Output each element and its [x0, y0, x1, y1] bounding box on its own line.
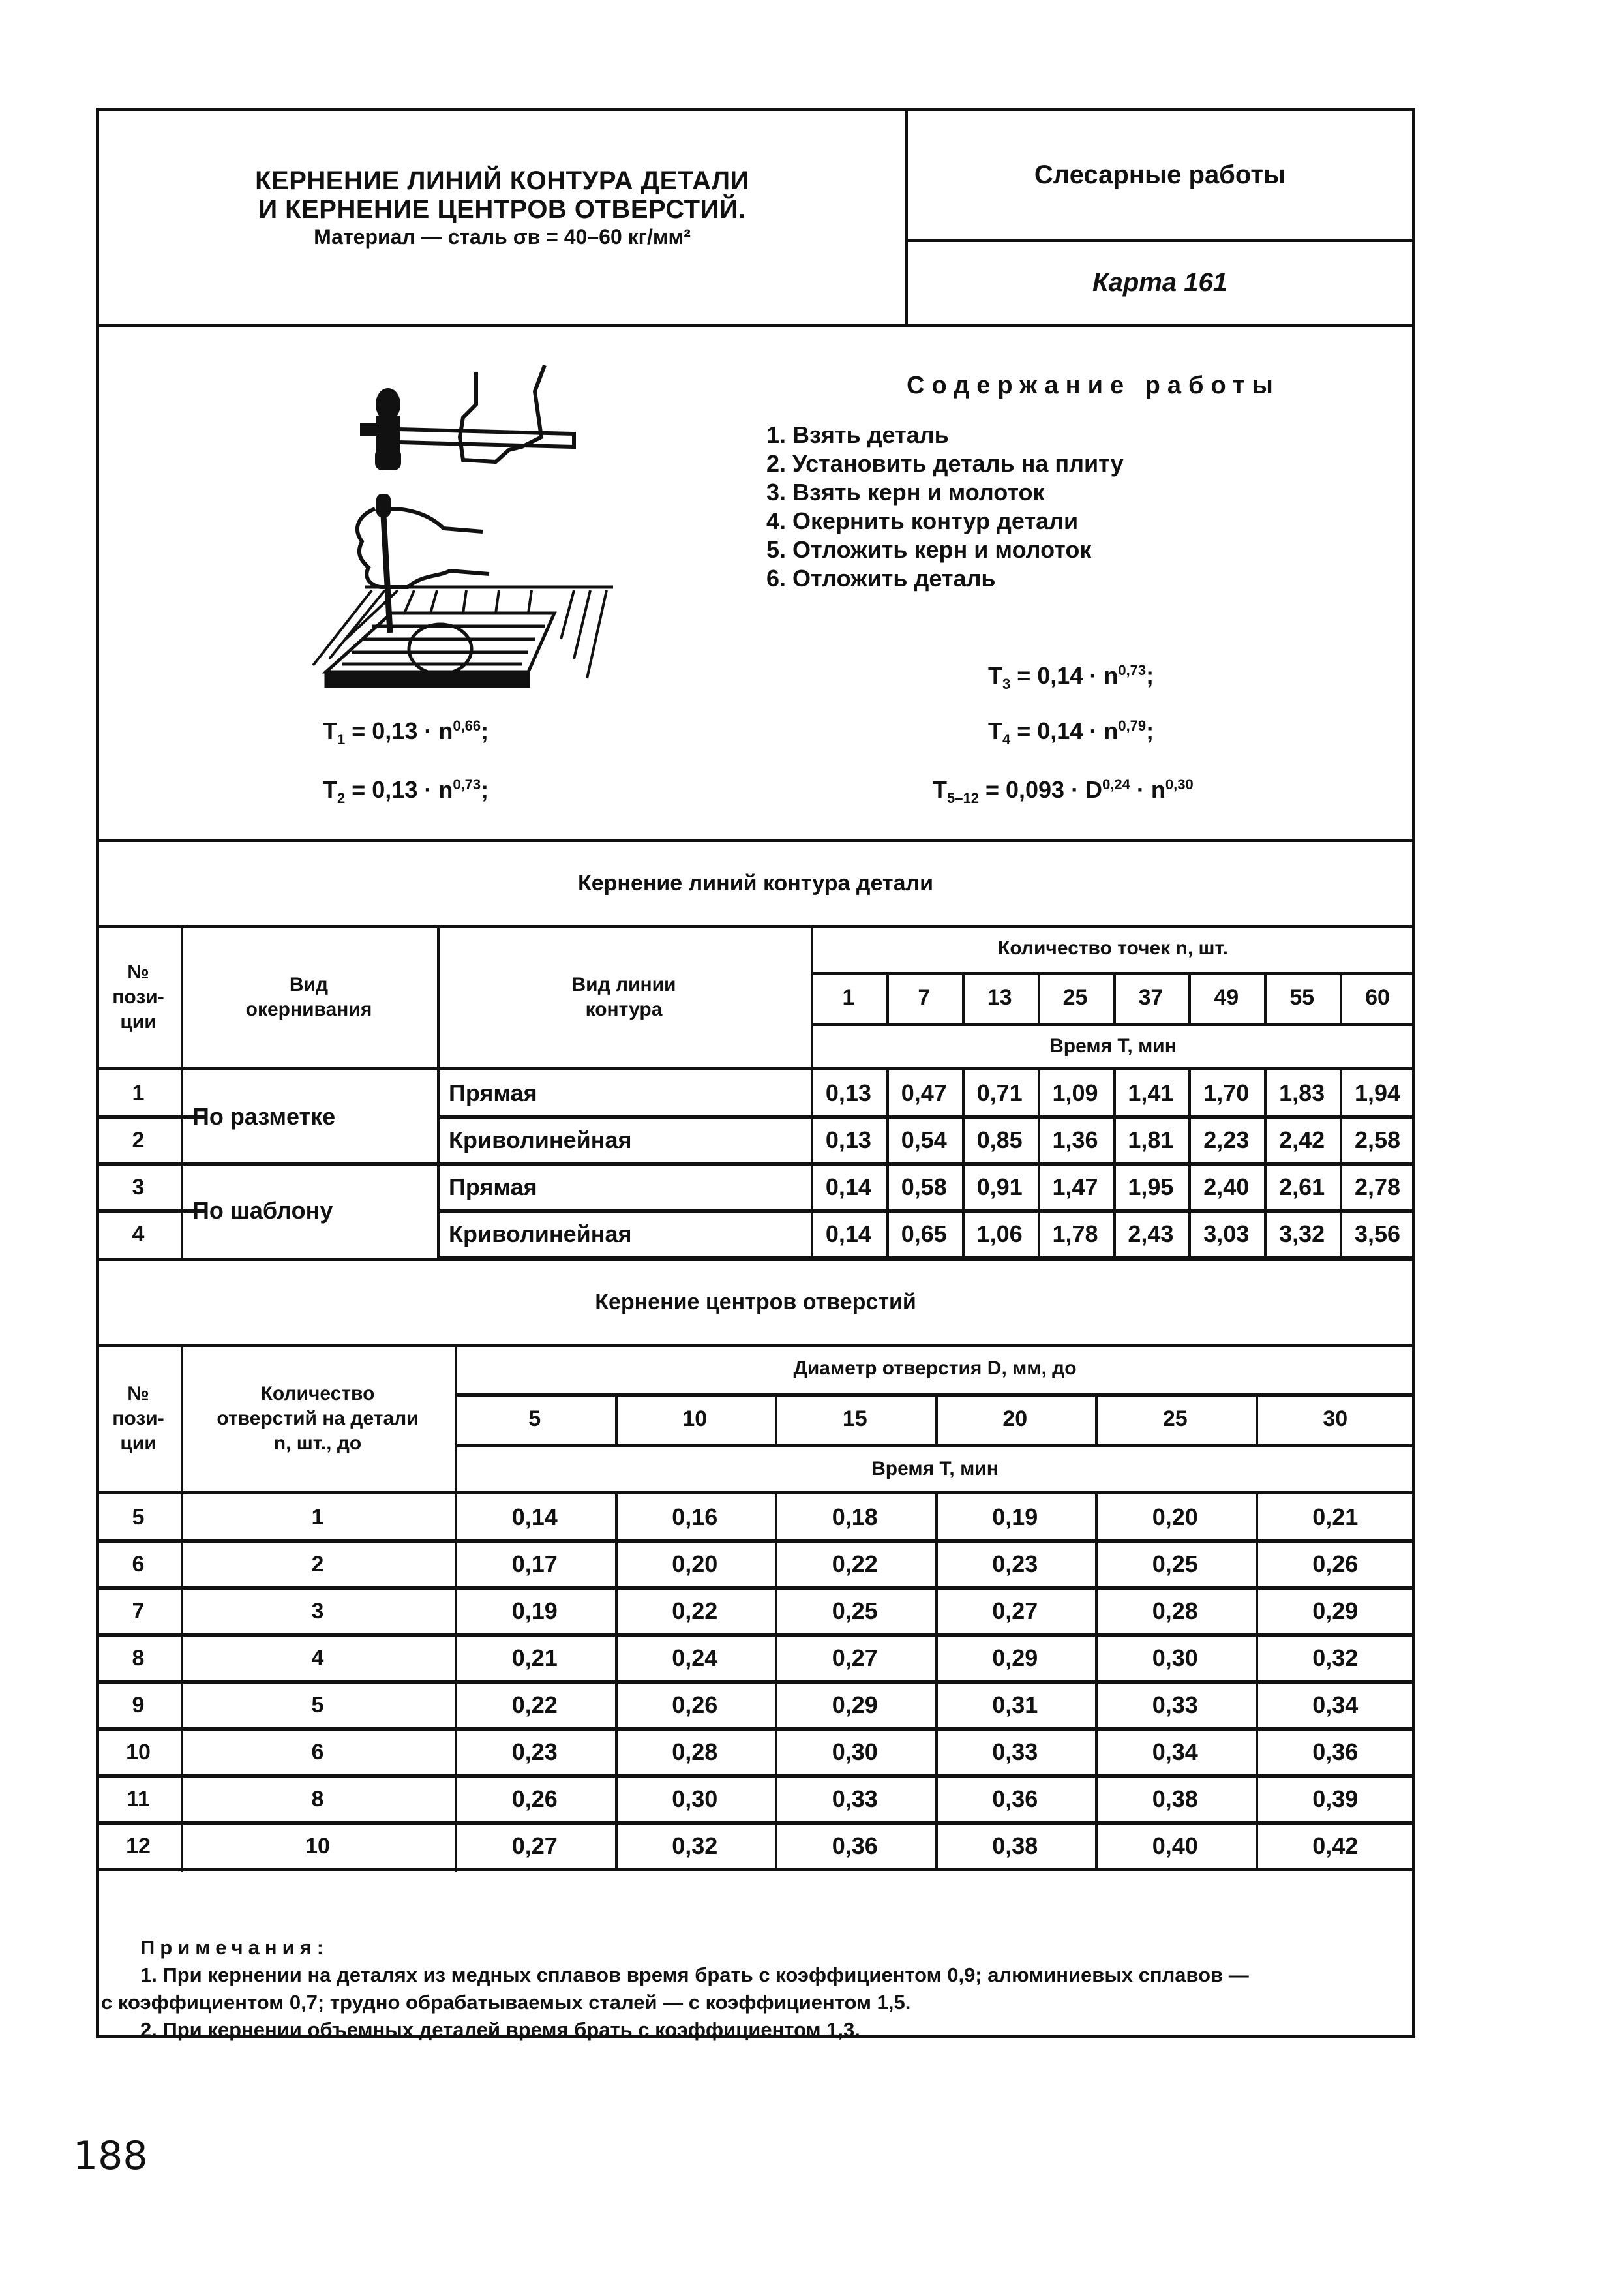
- row-position: 9: [132, 1692, 145, 1718]
- column-group-header-points: Количество точек n, шт.: [998, 937, 1228, 959]
- time-value-cell: 0,91: [976, 1174, 1023, 1200]
- table-column-rule: [1340, 1164, 1342, 1211]
- table-column-rule: [962, 1164, 965, 1211]
- table-column-rule: [1264, 972, 1267, 1023]
- table-column-rule: [1188, 1070, 1191, 1117]
- table-column-rule: [962, 1211, 965, 1258]
- time-value-cell: 1,36: [1052, 1127, 1098, 1153]
- column-header-line-type-line: Вид линии: [571, 974, 676, 995]
- time-value-cell: 1,41: [1128, 1080, 1174, 1106]
- row-hole-count: 1: [311, 1504, 324, 1530]
- time-value-cell: 0,30: [672, 1785, 718, 1812]
- table-column-rule: [1264, 1164, 1267, 1211]
- work-step: 6. Отложить деталь: [766, 565, 996, 592]
- table-column-rule: [886, 1070, 889, 1117]
- time-value-cell: 0,30: [832, 1738, 878, 1765]
- time-value-cell: 0,54: [901, 1127, 947, 1153]
- row-line-type: Прямая: [449, 1174, 537, 1200]
- work-step: 3. Взять керн и молоток: [766, 479, 1045, 506]
- time-value-cell: 0,14: [511, 1504, 558, 1530]
- table-column-rule: [615, 1776, 618, 1823]
- time-value-cell: 0,25: [1152, 1551, 1198, 1577]
- table-column-rule: [775, 1823, 777, 1870]
- time-value-cell: 0,33: [992, 1738, 1038, 1765]
- time-value-cell: 2,42: [1279, 1127, 1325, 1153]
- points-column-header: 7: [918, 984, 931, 1010]
- table-column-rule: [775, 1729, 777, 1776]
- work-step: 5. Отложить керн и молоток: [766, 536, 1092, 563]
- time-value-cell: 0,13: [825, 1080, 871, 1106]
- row-hole-count: 5: [311, 1692, 324, 1718]
- table-column-rule: [886, 1117, 889, 1164]
- diameter-column-header: 10: [682, 1406, 708, 1431]
- table-column-rule: [886, 1211, 889, 1258]
- table-column-rule: [935, 1541, 938, 1588]
- table-column-rule: [1256, 1635, 1258, 1682]
- row-position: 7: [132, 1598, 145, 1624]
- column-header-hole-count-line: Количество: [260, 1383, 375, 1404]
- table-column-rule: [1256, 1588, 1258, 1635]
- table-column-rule: [962, 972, 965, 1023]
- time-value-cell: 0,19: [511, 1598, 558, 1624]
- work-step: 4. Окернить контур детали: [766, 507, 1079, 534]
- column-header-hole-count-line: отверстий на детали: [217, 1408, 419, 1429]
- table-column-rule: [1038, 1211, 1040, 1258]
- work-content-heading: Содержание работы: [907, 372, 1280, 399]
- table-column-rule: [1256, 1393, 1258, 1444]
- table-title: Кернение линий контура детали: [577, 871, 933, 896]
- table-column-rule: [615, 1682, 618, 1729]
- table-column-rule: [775, 1635, 777, 1682]
- row-position: 12: [126, 1833, 151, 1858]
- points-column-header: 1: [842, 984, 855, 1010]
- formula-t2: $T_2 = 0,13 \cdot n^{0,73}$;: [323, 776, 489, 807]
- table-column-rule: [615, 1393, 618, 1444]
- table-column-rule: [1340, 1070, 1342, 1117]
- table-column-rule: [935, 1823, 938, 1870]
- time-value-cell: 0,22: [511, 1691, 558, 1718]
- table-column-rule: [1340, 1117, 1342, 1164]
- page-number: 188: [73, 2133, 148, 2179]
- time-value-cell: 0,23: [992, 1551, 1038, 1577]
- time-value-cell: 0,27: [511, 1832, 558, 1859]
- time-value-cell: 2,61: [1279, 1174, 1325, 1200]
- row-line-type: Криволинейная: [449, 1127, 632, 1153]
- time-value-cell: 0,32: [672, 1832, 718, 1859]
- time-value-cell: 1,70: [1203, 1080, 1250, 1106]
- time-value-cell: 0,28: [1152, 1598, 1198, 1624]
- column-header-position-line: пози-: [112, 986, 164, 1008]
- time-header: Время T, мин: [871, 1458, 999, 1479]
- time-value-cell: 0,26: [672, 1691, 718, 1718]
- table-column-rule: [935, 1776, 938, 1823]
- card-title-line2: И КЕРНЕНИЕ ЦЕНТРОВ ОТВЕРСТИЙ.: [258, 195, 746, 224]
- work-steps-list: [766, 421, 1124, 593]
- time-value-cell: 0,40: [1152, 1832, 1198, 1859]
- table-column-rule: [1095, 1776, 1098, 1823]
- table-column-rule: [886, 972, 889, 1023]
- punch-type-group: По разметке: [192, 1103, 336, 1130]
- time-value-cell: 0,58: [901, 1174, 947, 1200]
- work-step: 1. Взять деталь: [766, 421, 949, 448]
- table-column-rule: [1095, 1729, 1098, 1776]
- time-value-cell: 1,83: [1279, 1080, 1325, 1106]
- time-value-cell: 2,58: [1355, 1127, 1401, 1153]
- time-value-cell: 0,13: [825, 1127, 871, 1153]
- time-value-cell: 0,26: [1312, 1551, 1359, 1577]
- time-value-cell: 0,38: [1152, 1785, 1198, 1812]
- time-value-cell: 0,29: [992, 1644, 1038, 1671]
- time-value-cell: 0,38: [992, 1832, 1038, 1859]
- table-column-rule: [1095, 1494, 1098, 1541]
- time-value-cell: 0,39: [1312, 1785, 1359, 1812]
- table-column-rule: [1095, 1588, 1098, 1635]
- time-value-cell: 0,14: [825, 1220, 871, 1247]
- time-value-cell: 1,81: [1128, 1127, 1174, 1153]
- column-header-position-line: №: [127, 1383, 149, 1404]
- column-header-hole-count-line: n, шт., до: [273, 1432, 362, 1454]
- table-column-rule: [1113, 1117, 1116, 1164]
- table-column-rule: [775, 1494, 777, 1541]
- hammer-punch-illustration: [300, 352, 626, 718]
- table-column-rule: [775, 1393, 777, 1444]
- points-column-header: 13: [987, 984, 1012, 1010]
- column-header-punch-type-line: окернивания: [245, 999, 372, 1020]
- table-column-rule: [935, 1393, 938, 1444]
- row-position: 8: [132, 1645, 145, 1671]
- formula-t5-12: $T_{5-12} = 0,093 \cdot D^{0,24} \cdot n^{0,30}$: [933, 776, 1194, 807]
- time-value-cell: 1,94: [1355, 1080, 1401, 1106]
- time-value-cell: 0,22: [672, 1598, 718, 1624]
- table-column-rule: [1113, 1211, 1116, 1258]
- column-header-position-line: №: [127, 962, 149, 983]
- table-column-rule: [1113, 1164, 1116, 1211]
- header-bottom-rule: [96, 324, 1415, 327]
- column-header-position: [96, 925, 181, 1070]
- table-column-rule: [1095, 1682, 1098, 1729]
- column-header-line-type-line: контура: [585, 999, 663, 1020]
- table-column-rule: [1095, 1823, 1098, 1870]
- time-value-cell: 0,25: [832, 1598, 878, 1624]
- punch-type-group: По шаблону: [192, 1197, 333, 1224]
- time-value-cell: 0,31: [992, 1691, 1038, 1718]
- note-2: 2. При кернении объемных деталей время брать с коэффициентом 1,3.: [140, 2018, 860, 2041]
- points-column-header: 55: [1289, 984, 1315, 1010]
- table-column-rule: [1095, 1393, 1098, 1444]
- table-column-rule: [1264, 1211, 1267, 1258]
- row-position: 1: [132, 1080, 145, 1106]
- table-column-rule: [1256, 1776, 1258, 1823]
- diameter-column-header: 5: [528, 1406, 541, 1431]
- time-value-cell: 0,33: [1152, 1691, 1198, 1718]
- table-column-rule: [1095, 1541, 1098, 1588]
- table-column-rule: [775, 1682, 777, 1729]
- table-column-rule: [1256, 1682, 1258, 1729]
- row-line-type: Прямая: [449, 1080, 537, 1106]
- time-value-cell: 1,47: [1052, 1174, 1098, 1200]
- table-column-rule: [962, 1117, 965, 1164]
- time-value-cell: 0,21: [511, 1644, 558, 1671]
- column-header-punch-type-line: Вид: [289, 974, 329, 995]
- time-value-cell: 1,95: [1128, 1174, 1174, 1200]
- table-column-rule: [1188, 1117, 1191, 1164]
- row-line-type: Криволинейная: [449, 1220, 632, 1247]
- table-column-rule: [1113, 972, 1116, 1023]
- table-column-rule: [775, 1588, 777, 1635]
- row-hole-count: 8: [311, 1786, 324, 1811]
- formula-t1: $T_1 = 0,13 \cdot n^{0,66}$;: [323, 718, 489, 748]
- time-value-cell: 0,16: [672, 1504, 718, 1530]
- time-value-cell: 0,18: [832, 1504, 878, 1530]
- formula-t4: $T_4 = 0,14 \cdot n^{0,79}$;: [988, 718, 1154, 748]
- time-value-cell: 0,27: [832, 1644, 878, 1671]
- table-column-rule: [615, 1823, 618, 1870]
- time-value-cell: 0,36: [992, 1785, 1038, 1812]
- time-value-cell: 0,29: [832, 1691, 878, 1718]
- row-position: 2: [132, 1127, 145, 1153]
- points-column-header: 49: [1214, 984, 1239, 1010]
- table-column-rule: [1256, 1541, 1258, 1588]
- table-column-rule: [1256, 1494, 1258, 1541]
- row-position: 6: [132, 1551, 145, 1577]
- time-value-cell: 0,32: [1312, 1644, 1359, 1671]
- table-column-rule: [1340, 1211, 1342, 1258]
- table-column-rule: [615, 1494, 618, 1541]
- time-value-cell: 0,14: [825, 1174, 871, 1200]
- time-value-cell: 0,65: [901, 1220, 947, 1247]
- table-column-rule: [1264, 1070, 1267, 1117]
- time-value-cell: 0,42: [1312, 1832, 1359, 1859]
- table-column-rule: [1038, 972, 1040, 1023]
- note-1-line-2: с коэффициентом 0,7; трудно обрабатываемых сталей — с коэффициентом 1,5.: [101, 1991, 911, 2014]
- table-column-rule: [935, 1494, 938, 1541]
- card-title-line1: КЕРНЕНИЕ ЛИНИЙ КОНТУРА ДЕТАЛИ: [255, 166, 749, 195]
- card-title-block: [99, 166, 905, 249]
- time-value-cell: 2,23: [1203, 1127, 1250, 1153]
- column-header-line-type: [437, 925, 811, 1070]
- time-value-cell: 0,33: [832, 1785, 878, 1812]
- column-header-position: [96, 1344, 181, 1494]
- note-1-line-1: 1. При кернении на деталях из медных сплавов время брать с коэффициентом 0,9; алюминиевых сплавов —: [140, 1963, 1249, 1986]
- time-value-cell: 0,85: [976, 1127, 1023, 1153]
- row-hole-count: 4: [311, 1645, 324, 1671]
- table-column-rule: [1038, 1117, 1040, 1164]
- time-value-cell: 0,34: [1312, 1691, 1359, 1718]
- column-header-position-line: ции: [120, 1011, 157, 1033]
- time-value-cell: 0,36: [832, 1832, 878, 1859]
- diameter-column-header: 25: [1162, 1406, 1188, 1431]
- table-column-rule: [1256, 1823, 1258, 1870]
- table-column-rule: [962, 1070, 965, 1117]
- time-value-cell: 0,24: [672, 1644, 718, 1671]
- time-value-cell: 0,47: [901, 1080, 947, 1106]
- row-hole-count: 2: [311, 1551, 324, 1577]
- diameter-column-header: 15: [842, 1406, 867, 1431]
- points-column-header: 60: [1365, 984, 1390, 1010]
- work-category: Слесарные работы: [1034, 160, 1286, 189]
- time-value-cell: 0,34: [1152, 1738, 1198, 1765]
- time-value-cell: 3,56: [1355, 1220, 1401, 1247]
- table-column-rule: [1113, 1070, 1116, 1117]
- row-position: 5: [132, 1504, 145, 1530]
- time-value-cell: 0,28: [672, 1738, 718, 1765]
- table-column-rule: [1095, 1635, 1098, 1682]
- table-column-rule: [775, 1541, 777, 1588]
- table-column-rule: [1038, 1070, 1040, 1117]
- time-value-cell: 0,36: [1312, 1738, 1359, 1765]
- time-value-cell: 2,43: [1128, 1220, 1174, 1247]
- table-column-rule: [1256, 1729, 1258, 1776]
- table-column-rule: [1188, 1211, 1191, 1258]
- row-hole-count: 3: [311, 1598, 324, 1624]
- table-column-rule: [935, 1682, 938, 1729]
- table-column-rule: [1038, 1164, 1040, 1211]
- time-value-cell: 0,30: [1152, 1644, 1198, 1671]
- time-value-cell: 0,26: [511, 1785, 558, 1812]
- table-column-rule: [775, 1776, 777, 1823]
- time-value-cell: 0,20: [1152, 1504, 1198, 1530]
- marking-plate-icon: [313, 587, 613, 686]
- table-column-rule: [1264, 1117, 1267, 1164]
- table-column-rule: [886, 1164, 889, 1211]
- time-value-cell: 0,21: [1312, 1504, 1359, 1530]
- card-number: Карта 161: [1092, 268, 1227, 297]
- hammer-icon: [362, 365, 574, 468]
- row-position: 10: [126, 1739, 151, 1764]
- row-position: 4: [132, 1221, 145, 1247]
- points-column-header: 37: [1138, 984, 1164, 1010]
- time-value-cell: 1,09: [1052, 1080, 1098, 1106]
- table-column-rule: [935, 1635, 938, 1682]
- table-column-rule: [1188, 1164, 1191, 1211]
- time-value-cell: 0,23: [511, 1738, 558, 1765]
- time-value-cell: 0,29: [1312, 1598, 1359, 1624]
- work-step: 2. Установить деталь на плиту: [766, 450, 1124, 477]
- table-title: Кернение центров отверстий: [595, 1289, 916, 1314]
- column-group-header-diameter: Диаметр отверстия D, мм, до: [793, 1357, 1077, 1379]
- time-value-cell: 0,19: [992, 1504, 1038, 1530]
- points-column-header: 25: [1062, 984, 1088, 1010]
- diameter-column-header: 30: [1323, 1406, 1348, 1431]
- table-column-rule: [615, 1541, 618, 1588]
- column-header-hole-count: [181, 1344, 455, 1494]
- time-value-cell: 1,06: [976, 1220, 1023, 1247]
- row-position: 3: [132, 1174, 145, 1200]
- table-column-rule: [935, 1588, 938, 1635]
- notes-block: [101, 1934, 1409, 2044]
- time-value-cell: 0,20: [672, 1551, 718, 1577]
- diameter-column-header: 20: [1002, 1406, 1028, 1431]
- table-column-rule: [615, 1588, 618, 1635]
- table-column-rule: [935, 1729, 938, 1776]
- time-value-cell: 0,22: [832, 1551, 878, 1577]
- table-column-rule: [615, 1729, 618, 1776]
- time-value-cell: 1,78: [1052, 1220, 1098, 1247]
- table-column-rule: [1340, 972, 1342, 1023]
- column-header-punch-type: [181, 925, 437, 1070]
- notes-heading: Примечания:: [140, 1936, 329, 1959]
- material-spec: Материал — сталь σв = 40–60 кг/мм²: [314, 225, 691, 249]
- column-header-position-line: пози-: [112, 1408, 164, 1429]
- table-column-rule: [1188, 972, 1191, 1023]
- time-value-cell: 2,40: [1203, 1174, 1250, 1200]
- time-value-cell: 3,32: [1279, 1220, 1325, 1247]
- time-value-cell: 3,03: [1203, 1220, 1250, 1247]
- row-rule: [96, 1868, 1415, 1871]
- time-value-cell: 0,17: [511, 1551, 558, 1577]
- formula-t3: $T_3 = 0,14 \cdot n^{0,73}$;: [988, 662, 1154, 693]
- time-header: Время T, мин: [1049, 1035, 1177, 1057]
- row-position: 11: [127, 1786, 150, 1811]
- row-hole-count: 6: [311, 1739, 324, 1764]
- time-value-cell: 0,27: [992, 1598, 1038, 1624]
- column-header-position-line: ции: [120, 1432, 157, 1454]
- row-hole-count: 10: [305, 1833, 330, 1858]
- table-column-rule: [615, 1635, 618, 1682]
- time-value-cell: 2,78: [1355, 1174, 1401, 1200]
- time-value-cell: 0,71: [976, 1080, 1023, 1106]
